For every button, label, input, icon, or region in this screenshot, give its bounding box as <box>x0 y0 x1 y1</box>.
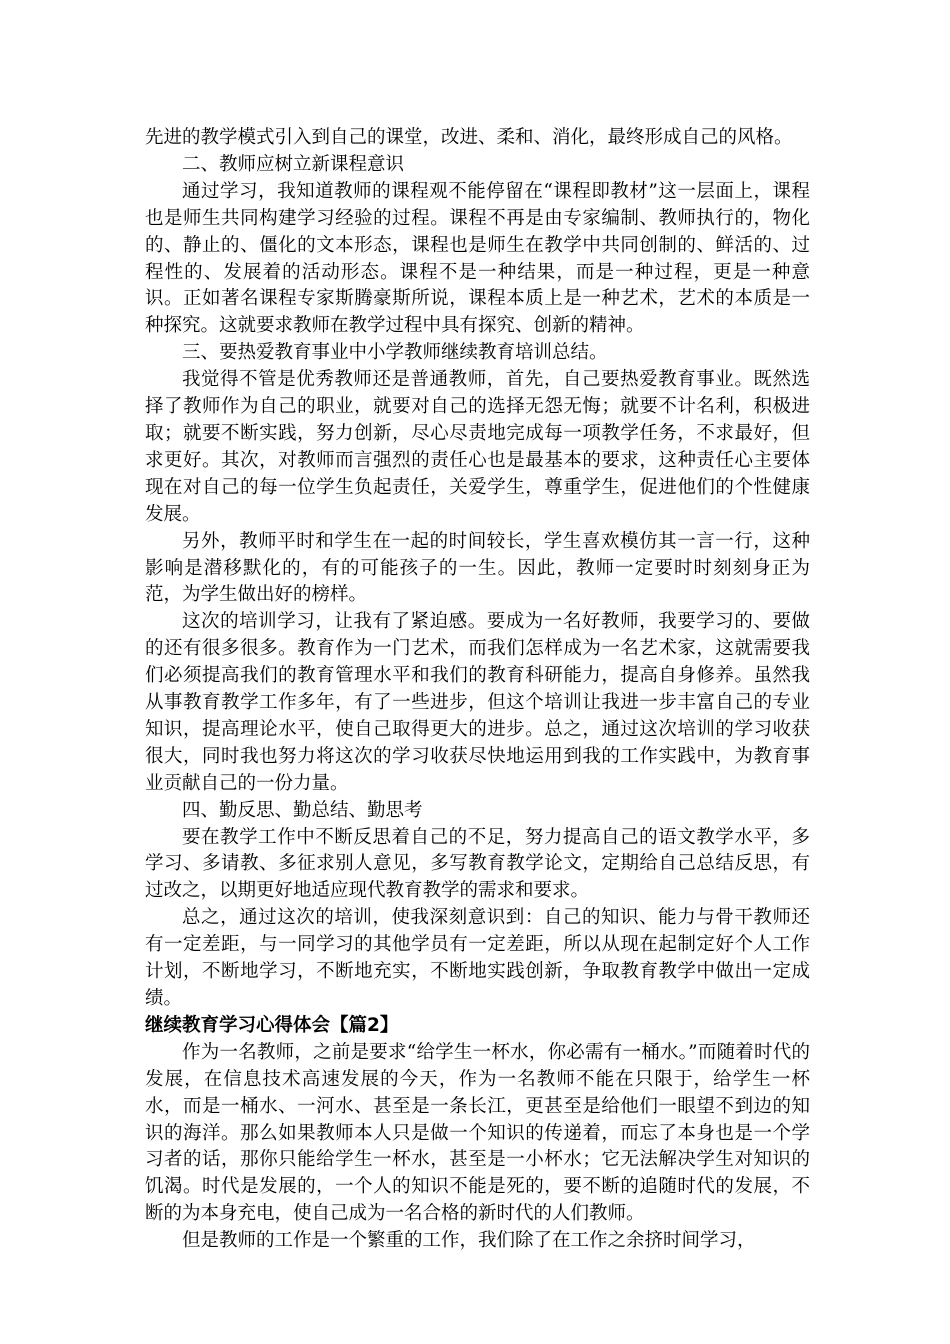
section-heading: 三、要热爱教育事业中小学教师继续教育培训总结。 <box>182 342 608 364</box>
paragraph: 通过学习，我知道教师的课程观不能停留在“课程即教材”这一层面上，课程也是师生共同构建学习经验的过程。课程不再是由专家编制、教师执行的，物化的、静止的、僵化的文本形态，课程也是师生在教学中共同创制的、鲜活的、过程性的、发展着的活动形态。课程不是一种结果，而是一种过程，更是一种意识。正如著名课程专家斯腾豪斯所说，课程本质上是一种艺术，艺术的本质是一种探究。这就要求教师在教学过程中具有探究、创新的精神。 <box>145 180 810 337</box>
paragraph: 这次的培训学习，让我有了紧迫感。要成为一名好教师，我要学习的、要做的还有很多很多。教育作为一门艺术，而我们怎样成为一名艺术家，这就需要我们必须提高我们的教育管理水平和我们的教育科研能力，提高自身修养。虽然我从事教育教学工作多年，有了一些进步，但这个培训让我进一步丰富自己的专业知识，提高理论水平，使自己取得更大的进步。总之，通过这次培训的学习收获很大，同时我也努力将这次的学习收获尽快地运用到我的工作实践中，为教育事业贡献自己的一份力量。 <box>145 611 810 794</box>
paragraph: 但是教师的工作是一个繁重的工作，我们除了在工作之余挤时间学习， <box>182 1230 756 1252</box>
section-heading: 四、勤反思、勤总结、勤思考 <box>182 799 423 821</box>
article-heading: 继续教育学习心得体会【篇2】 <box>145 1014 399 1036</box>
paragraph: 另外，教师平时和学生在一起的时间较长，学生喜欢模仿其一言一行，这种影响是潜移默化的，有的可能孩子的一生。因此，教师一定要时时刻刻身正为范，为学生做出好的榜样。 <box>145 530 810 606</box>
paragraph: 我觉得不管是优秀教师还是普通教师，首先，自己要热爱教育事业。既然选择了教师作为自己的职业，就要对自己的选择无怨无悔；就要不计名利，积极进取；就要不断实践，努力创新，尽心尽责地完成每一项教学任务，不求最好，但求更好。其次，对教师而言强烈的责任心也是最基本的要求，这种责任心主要体现在对自己的每一位学生负起责任，关爱学生，尊重学生，促进他们的个性健康发展。 <box>145 369 810 525</box>
paragraph: 要在教学工作中不断反思着自己的不足，努力提高自己的语文教学水平，多学习、多请教、多征求别人意见，多写教育教学论文，定期给自己总结反思，有过改之，以期更好地适应现代教育教学的需求和要求。 <box>145 826 810 902</box>
paragraph: 总之，通过这次的培训，使我深刻意识到：自己的知识、能力与骨干教师还有一定差距，与一同学习的其他学员有一定差距，所以从现在起制定好个人工作计划，不断地学习，不断地充实，不断地实践创新，争取教育教学中做出一定成绩。 <box>145 907 810 1009</box>
paragraph: 先进的教学模式引入到自己的课堂，改进、柔和、消化，最终形成自己的风格。 <box>145 127 793 148</box>
paragraph: 作为一名教师，之前是要求“给学生一杯水，你必需有一桶水。”而随着时代的发展，在信息技术高速发展的今天，作为一名教师不能在只限于，给学生一杯水，而是一桶水、一河水、甚至是一条长江，更甚至是给他们一眼望不到边的知识的海洋。那么如果教师本人只是做一个知识的传递着，而忘了本身也是一个学习者的话，那你只能给学生一杯水，甚至是一小杯水；它无法解决学生对知识的饥渴。时代是发展的，一个人的知识不能是死的，要不断的追随时代的发展，不断的为本身充电，使自己成为一名合格的新时代的人们教师。 <box>145 1041 810 1225</box>
section-heading: 二、教师应树立新课程意识 <box>182 153 405 175</box>
document-body <box>145 125 810 1255</box>
